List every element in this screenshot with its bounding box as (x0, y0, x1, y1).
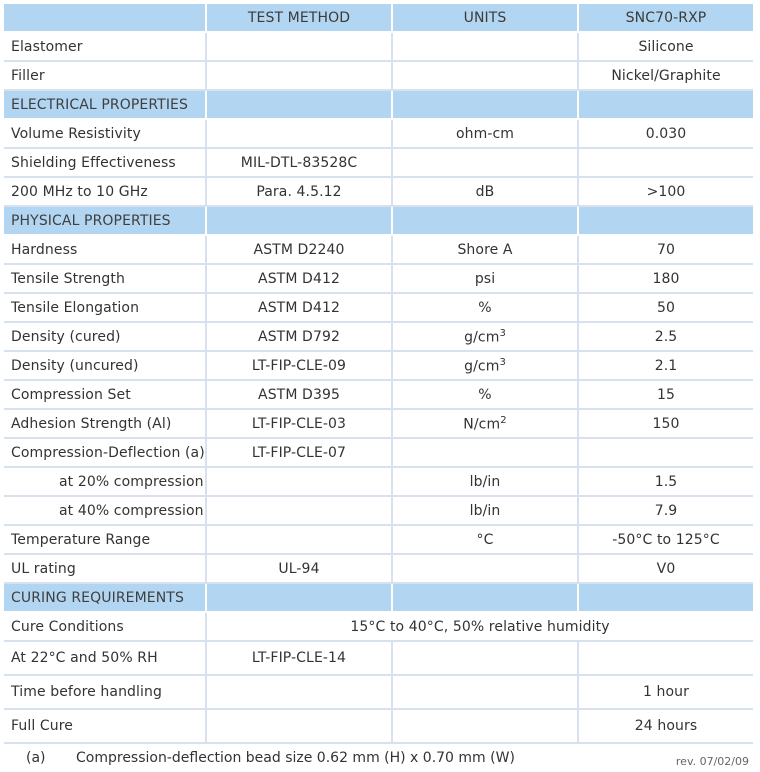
row-method (207, 497, 393, 526)
row-units: % (393, 381, 579, 410)
properties-table (4, 4, 753, 744)
row-value: 180 (579, 265, 753, 294)
row-at-40-compression (4, 497, 753, 526)
row-value: V0 (579, 555, 753, 584)
units-base: g/cm (464, 358, 500, 375)
section-fill (393, 207, 579, 236)
footnote (4, 745, 753, 771)
section-electrical (4, 91, 753, 120)
row-value: 7.9 (579, 497, 753, 526)
units-base: N/cm (463, 416, 501, 433)
row-temperature-range (4, 526, 753, 555)
section-fill (579, 584, 753, 613)
row-units: psi (393, 265, 579, 294)
row-tensile-strength (4, 265, 753, 294)
section-title: ELECTRICAL PROPERTIES (4, 91, 207, 120)
row-label: Tensile Strength (4, 265, 207, 294)
row-label: Full Cure (4, 710, 207, 744)
section-title: CURING REQUIREMENTS (4, 584, 207, 613)
row-units: Shore A (393, 236, 579, 265)
row-value (579, 149, 753, 178)
row-frequency-range (4, 178, 753, 207)
row-method: ASTM D412 (207, 265, 393, 294)
row-cure-conditions (4, 613, 753, 642)
row-label: Cure Conditions (4, 613, 207, 642)
row-method (207, 120, 393, 149)
row-value: 2.5 (579, 323, 753, 352)
row-label: Compression Set (4, 381, 207, 410)
section-fill (207, 584, 393, 613)
row-label: UL rating (4, 555, 207, 584)
units-exponent: 2 (500, 414, 507, 426)
row-label: Volume Resistivity (4, 120, 207, 149)
row-value: 1.5 (579, 468, 753, 497)
row-units: ohm-cm (393, 120, 579, 149)
table-header (4, 4, 753, 33)
row-method (207, 62, 393, 91)
row-compression-set (4, 381, 753, 410)
row-units (393, 410, 579, 439)
row-value: Nickel/Graphite (579, 62, 753, 91)
row-units (393, 555, 579, 584)
row-method: LT-FIP-CLE-07 (207, 439, 393, 468)
row-label: At 22°C and 50% RH (4, 642, 207, 676)
row-label: Time before handling (4, 676, 207, 710)
row-value: >100 (579, 178, 753, 207)
row-units (393, 676, 579, 710)
revision-date: rev. 07/02/09 (675, 755, 749, 768)
row-method: LT-FIP-CLE-09 (207, 352, 393, 381)
row-adhesion-strength (4, 410, 753, 439)
row-units: lb/in (393, 497, 579, 526)
row-method: ASTM D412 (207, 294, 393, 323)
header-units: UNITS (393, 4, 579, 33)
row-value: 70 (579, 236, 753, 265)
row-value: 24 hours (579, 710, 753, 744)
row-label: Filler (4, 62, 207, 91)
row-method: Para. 4.5.12 (207, 178, 393, 207)
row-density-cured (4, 323, 753, 352)
section-fill (207, 207, 393, 236)
row-method: UL-94 (207, 555, 393, 584)
row-value: 1 hour (579, 676, 753, 710)
row-label: Adhesion Strength (Al) (4, 410, 207, 439)
row-method (207, 468, 393, 497)
row-value: 50 (579, 294, 753, 323)
row-method: LT-FIP-CLE-03 (207, 410, 393, 439)
row-value: -50°C to 125°C (579, 526, 753, 555)
row-compression-deflection (4, 439, 753, 468)
row-units (393, 149, 579, 178)
row-label: 200 MHz to 10 GHz (4, 178, 207, 207)
row-units: lb/in (393, 468, 579, 497)
row-method: LT-FIP-CLE-14 (207, 642, 393, 676)
row-label: Density (cured) (4, 323, 207, 352)
row-ul-rating (4, 555, 753, 584)
row-time-before-handling (4, 676, 753, 710)
units-exponent: 3 (499, 327, 506, 339)
row-value (579, 642, 753, 676)
section-fill (207, 91, 393, 120)
units-base: g/cm (464, 329, 500, 346)
row-at-22c (4, 642, 753, 676)
row-units (393, 439, 579, 468)
row-method: MIL-DTL-83528C (207, 149, 393, 178)
section-fill (393, 91, 579, 120)
row-value: 15 (579, 381, 753, 410)
row-label: Shielding Effectiveness (4, 149, 207, 178)
row-label: Hardness (4, 236, 207, 265)
section-curing (4, 584, 753, 613)
row-units: % (393, 294, 579, 323)
row-units (393, 352, 579, 381)
row-label: at 20% compression (4, 468, 207, 497)
row-method: ASTM D395 (207, 381, 393, 410)
section-title: PHYSICAL PROPERTIES (4, 207, 207, 236)
row-value: 150 (579, 410, 753, 439)
row-method: ASTM D792 (207, 323, 393, 352)
section-fill (393, 584, 579, 613)
row-label: at 40% compression (4, 497, 207, 526)
row-units (393, 710, 579, 744)
row-value: 0.030 (579, 120, 753, 149)
row-full-cure (4, 710, 753, 744)
header-test-method: TEST METHOD (207, 4, 393, 33)
section-physical (4, 207, 753, 236)
units-exponent: 3 (499, 356, 506, 368)
row-tensile-elongation (4, 294, 753, 323)
footnote-text: Compression-deflection bead size 0.62 mm (H) x 0.70 mm (W) (76, 750, 515, 766)
row-label: Elastomer (4, 33, 207, 62)
row-span-text: 15°C to 40°C, 50% relative humidity (207, 613, 753, 642)
row-method: ASTM D2240 (207, 236, 393, 265)
row-label: Density (uncured) (4, 352, 207, 381)
row-label: Temperature Range (4, 526, 207, 555)
header-blank (4, 4, 207, 33)
row-method (207, 710, 393, 744)
row-value (579, 439, 753, 468)
row-method (207, 676, 393, 710)
row-density-uncured (4, 352, 753, 381)
row-method (207, 33, 393, 62)
row-volume-resistivity (4, 120, 753, 149)
section-fill (579, 91, 753, 120)
row-units (393, 33, 579, 62)
row-label: Compression-Deflection (a) (4, 439, 207, 468)
row-method (207, 526, 393, 555)
section-fill (579, 207, 753, 236)
row-hardness (4, 236, 753, 265)
row-value: Silicone (579, 33, 753, 62)
footnote-mark: (a) (26, 750, 46, 766)
row-at-20-compression (4, 468, 753, 497)
row-filler (4, 62, 753, 91)
header-product: SNC70-RXP (579, 4, 753, 33)
row-label: Tensile Elongation (4, 294, 207, 323)
row-elastomer (4, 33, 753, 62)
row-units: dB (393, 178, 579, 207)
row-units: °C (393, 526, 579, 555)
row-shielding (4, 149, 753, 178)
row-units (393, 323, 579, 352)
row-units (393, 62, 579, 91)
row-units (393, 642, 579, 676)
row-value: 2.1 (579, 352, 753, 381)
